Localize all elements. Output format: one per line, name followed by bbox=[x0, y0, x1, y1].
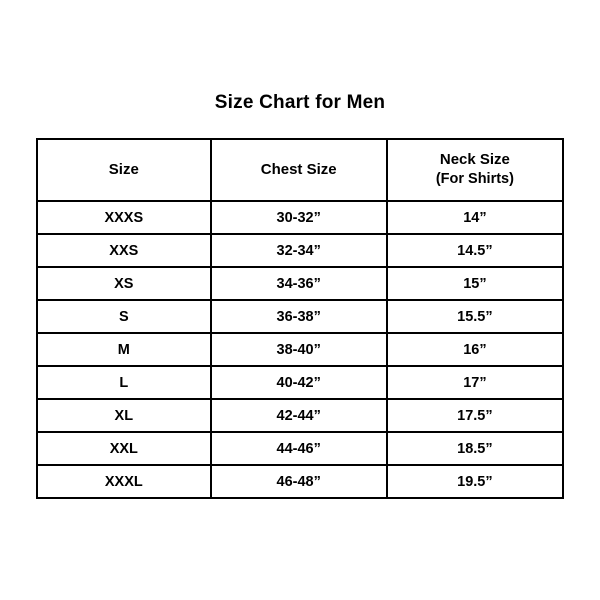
cell-chest: 36-38” bbox=[211, 300, 387, 333]
table-header-row bbox=[37, 139, 563, 201]
cell-chest: 32-34” bbox=[211, 234, 387, 267]
cell-neck: 16” bbox=[387, 333, 563, 366]
cell-size: XXXL bbox=[37, 465, 211, 498]
column-header-neck-sublabel: (For Shirts) bbox=[435, 171, 514, 188]
table-row bbox=[37, 300, 563, 333]
cell-chest: 46-48” bbox=[211, 465, 387, 498]
cell-neck: 17.5” bbox=[387, 399, 563, 432]
cell-size: XXS bbox=[37, 234, 211, 267]
cell-chest: 42-44” bbox=[211, 399, 387, 432]
cell-size: L bbox=[37, 366, 211, 399]
cell-chest: 30-32” bbox=[211, 201, 387, 234]
column-header-neck bbox=[387, 139, 563, 201]
table-row bbox=[37, 399, 563, 432]
cell-chest: 38-40” bbox=[211, 333, 387, 366]
cell-size: XL bbox=[37, 399, 211, 432]
column-header-size-label: Size bbox=[108, 160, 139, 178]
cell-size: XXL bbox=[37, 432, 211, 465]
table-row bbox=[37, 333, 563, 366]
cell-neck: 14.5” bbox=[387, 234, 563, 267]
cell-size: XXXS bbox=[37, 201, 211, 234]
table-row bbox=[37, 267, 563, 300]
page-title: Size Chart for Men bbox=[214, 92, 386, 113]
cell-neck: 15.5” bbox=[387, 300, 563, 333]
cell-size: S bbox=[37, 300, 211, 333]
table-row bbox=[37, 432, 563, 465]
table-row bbox=[37, 465, 563, 498]
cell-chest: 44-46” bbox=[211, 432, 387, 465]
column-header-size bbox=[37, 139, 211, 201]
table-row bbox=[37, 201, 563, 234]
cell-neck: 17” bbox=[387, 366, 563, 399]
table-row bbox=[37, 234, 563, 267]
cell-neck: 18.5” bbox=[387, 432, 563, 465]
table-header bbox=[37, 139, 563, 201]
cell-neck: 19.5” bbox=[387, 465, 563, 498]
table-body bbox=[37, 201, 563, 498]
cell-neck: 15” bbox=[387, 267, 563, 300]
cell-neck: 14” bbox=[387, 201, 563, 234]
column-header-chest bbox=[211, 139, 387, 201]
cell-size: M bbox=[37, 333, 211, 366]
table-row bbox=[37, 366, 563, 399]
cell-chest: 34-36” bbox=[211, 267, 387, 300]
cell-size: XS bbox=[37, 267, 211, 300]
column-header-neck-label: Neck Size bbox=[439, 151, 510, 169]
size-chart-table bbox=[36, 138, 564, 499]
cell-chest: 40-42” bbox=[211, 366, 387, 399]
column-header-chest-label: Chest Size bbox=[260, 160, 337, 178]
